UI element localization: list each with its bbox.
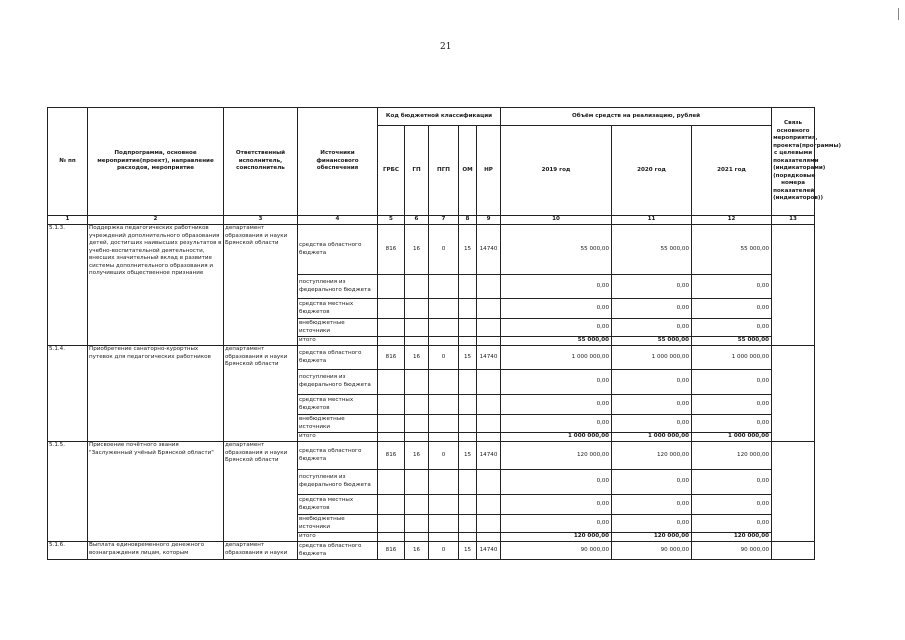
code-empty-cell <box>405 515 429 533</box>
amount-cell: 55 000,00 <box>501 337 612 346</box>
amount-cell: 120 000,00 <box>612 442 692 470</box>
col-number: 4 <box>298 216 378 225</box>
code-gp: 16 <box>405 442 429 470</box>
amount-cell: 0,00 <box>692 275 772 299</box>
col-number: 3 <box>224 216 298 225</box>
amount-cell: 90 000,00 <box>692 542 772 560</box>
code-empty-cell <box>405 275 429 299</box>
amount-cell: 1 000 000,00 <box>501 433 612 442</box>
code-empty-cell <box>459 433 477 442</box>
code-empty-cell <box>378 299 405 319</box>
code-empty-cell <box>378 495 405 515</box>
amount-cell: 1 000 000,00 <box>612 346 692 370</box>
funding-source-label: поступления из федерального бюджета <box>298 370 378 395</box>
code-om: 15 <box>459 442 477 470</box>
funding-source-label: средства местных бюджетов <box>298 495 378 515</box>
code-empty-cell <box>378 337 405 346</box>
code-empty-cell <box>378 470 405 495</box>
header-link: Связь основного мероприятия, проекта(программы) с целевыми показателями (индикаторами) (порядковые номера показателей (индикаторов)) <box>772 108 815 216</box>
code-pgp: 0 <box>429 542 459 560</box>
amount-cell: 0,00 <box>692 470 772 495</box>
amount-cell: 0,00 <box>501 299 612 319</box>
amount-cell: 0,00 <box>612 495 692 515</box>
funding-source-label: средства областного бюджета <box>298 542 378 560</box>
indicator-link-cell <box>772 542 815 560</box>
row-number: 5.1.3. <box>48 225 88 346</box>
header-responsible: Ответственный исполнитель, соисполнитель <box>224 108 298 216</box>
code-np: 14740 <box>477 542 501 560</box>
code-empty-cell <box>459 275 477 299</box>
code-empty-cell <box>459 515 477 533</box>
code-empty-cell <box>459 495 477 515</box>
code-gp: 16 <box>405 542 429 560</box>
code-gp: 16 <box>405 225 429 275</box>
code-empty-cell <box>429 395 459 415</box>
amount-cell: 0,00 <box>612 319 692 337</box>
funding-source-label: внебюджетные источники <box>298 415 378 433</box>
header-num: № пп <box>48 108 88 216</box>
code-empty-cell <box>477 470 501 495</box>
code-empty-cell <box>477 299 501 319</box>
code-om: 15 <box>459 225 477 275</box>
amount-cell: 1 000 000,00 <box>501 346 612 370</box>
code-empty-cell <box>459 415 477 433</box>
code-empty-cell <box>378 319 405 337</box>
code-empty-cell <box>405 433 429 442</box>
code-empty-cell <box>477 415 501 433</box>
code-np: 14740 <box>477 346 501 370</box>
code-empty-cell <box>429 370 459 395</box>
amount-cell: 0,00 <box>612 275 692 299</box>
amount-cell: 120 000,00 <box>501 442 612 470</box>
row-number: 5.1.4. <box>48 346 88 442</box>
header-grbs: ГРБС <box>378 126 405 216</box>
header-amount: Объём средств на реализацию, рублей <box>501 108 772 126</box>
amount-cell: 0,00 <box>501 370 612 395</box>
col-number: 9 <box>477 216 501 225</box>
header-pgp: ПГП <box>429 126 459 216</box>
code-empty-cell <box>429 337 459 346</box>
code-empty-cell <box>405 370 429 395</box>
row-number: 5.1.5. <box>48 442 88 542</box>
amount-cell: 55 000,00 <box>692 225 772 275</box>
amount-cell: 0,00 <box>692 319 772 337</box>
header-2021: 2021 год <box>692 126 772 216</box>
funding-source-label: внебюджетные источники <box>298 319 378 337</box>
amount-cell: 0,00 <box>612 470 692 495</box>
activity-name: Выплата единовременного денежного вознаграждения лицам, которым <box>88 542 224 560</box>
code-empty-cell <box>477 533 501 542</box>
code-empty-cell <box>378 433 405 442</box>
code-empty-cell <box>429 533 459 542</box>
row-number: 5.1.6. <box>48 542 88 560</box>
code-empty-cell <box>405 470 429 495</box>
code-empty-cell <box>459 370 477 395</box>
code-grbs: 816 <box>378 225 405 275</box>
table-row <box>48 346 815 370</box>
indicator-link-cell <box>772 442 815 542</box>
code-empty-cell <box>429 470 459 495</box>
amount-cell: 1 000 000,00 <box>692 346 772 370</box>
amount-cell: 0,00 <box>612 515 692 533</box>
responsible-executor: департамент образования и науки Брянской области <box>224 442 298 542</box>
funding-source-label: внебюджетные источники <box>298 515 378 533</box>
amount-cell: 0,00 <box>612 299 692 319</box>
table-row <box>48 225 815 275</box>
amount-cell: 120 000,00 <box>612 533 692 542</box>
col-number: 13 <box>772 216 815 225</box>
amount-cell: 0,00 <box>612 370 692 395</box>
funding-source-label: итого <box>298 533 378 542</box>
code-empty-cell <box>378 275 405 299</box>
code-empty-cell <box>477 337 501 346</box>
amount-cell: 55 000,00 <box>612 337 692 346</box>
amount-cell: 0,00 <box>501 275 612 299</box>
table-row <box>48 442 815 470</box>
header-gp: ГП <box>405 126 429 216</box>
responsible-executor: департамент образования и науки Брянской области <box>224 346 298 442</box>
amount-cell: 0,00 <box>501 395 612 415</box>
code-empty-cell <box>459 319 477 337</box>
amount-cell: 0,00 <box>692 370 772 395</box>
column-number-row <box>48 216 815 225</box>
code-empty-cell <box>477 370 501 395</box>
code-grbs: 816 <box>378 442 405 470</box>
funding-source-label: итого <box>298 337 378 346</box>
budget-table <box>47 107 842 560</box>
header-2019: 2019 год <box>501 126 612 216</box>
code-empty-cell <box>405 415 429 433</box>
code-empty-cell <box>378 415 405 433</box>
amount-cell: 120 000,00 <box>692 533 772 542</box>
col-number: 1 <box>48 216 88 225</box>
amount-cell: 120 000,00 <box>692 442 772 470</box>
amount-cell: 0,00 <box>692 299 772 319</box>
funding-source-label: поступления из федерального бюджета <box>298 470 378 495</box>
amount-cell: 0,00 <box>692 515 772 533</box>
amount-cell: 1 000 000,00 <box>692 433 772 442</box>
code-empty-cell <box>429 415 459 433</box>
col-number: 10 <box>501 216 612 225</box>
amount-cell: 0,00 <box>501 319 612 337</box>
amount-cell: 0,00 <box>692 415 772 433</box>
funding-source-label: средства местных бюджетов <box>298 299 378 319</box>
code-empty-cell <box>477 395 501 415</box>
indicator-link-cell <box>772 346 815 442</box>
page-number: 21 <box>440 42 452 52</box>
table-row <box>48 542 815 560</box>
code-empty-cell <box>405 337 429 346</box>
code-empty-cell <box>459 470 477 495</box>
code-np: 14740 <box>477 442 501 470</box>
amount-cell: 0,00 <box>501 515 612 533</box>
header-om: ОМ <box>459 126 477 216</box>
activity-name: Присвоение почётного звания "Заслуженный учёный Брянской области" <box>88 442 224 542</box>
amount-cell: 90 000,00 <box>501 542 612 560</box>
funding-source-label: средства областного бюджета <box>298 346 378 370</box>
amount-cell: 0,00 <box>501 415 612 433</box>
amount-cell: 55 000,00 <box>692 337 772 346</box>
funding-source-label: средства местных бюджетов <box>298 395 378 415</box>
code-empty-cell <box>459 337 477 346</box>
code-pgp: 0 <box>429 225 459 275</box>
scan-edge-mark <box>898 8 899 20</box>
code-empty-cell <box>378 395 405 415</box>
code-empty-cell <box>459 395 477 415</box>
amount-cell: 90 000,00 <box>612 542 692 560</box>
col-number: 2 <box>88 216 224 225</box>
funding-source-label: средства областного бюджета <box>298 225 378 275</box>
funding-source-label: средства областного бюджета <box>298 442 378 470</box>
col-number: 8 <box>459 216 477 225</box>
responsible-executor: департамент образования и науки Брянской области <box>224 225 298 346</box>
code-empty-cell <box>429 495 459 515</box>
code-empty-cell <box>378 533 405 542</box>
code-empty-cell <box>429 515 459 533</box>
code-empty-cell <box>429 433 459 442</box>
header-2020: 2020 год <box>612 126 692 216</box>
header-np: НР <box>477 126 501 216</box>
amount-cell: 0,00 <box>501 495 612 515</box>
col-number: 11 <box>612 216 692 225</box>
amount-cell: 55 000,00 <box>612 225 692 275</box>
code-empty-cell <box>459 299 477 319</box>
code-empty-cell <box>405 319 429 337</box>
header-sources: Источники финансового обеспечения <box>298 108 378 216</box>
col-number: 7 <box>429 216 459 225</box>
amount-cell: 120 000,00 <box>501 533 612 542</box>
code-empty-cell <box>429 319 459 337</box>
code-empty-cell <box>477 319 501 337</box>
code-pgp: 0 <box>429 442 459 470</box>
amount-cell: 0,00 <box>501 470 612 495</box>
amount-cell: 1 000 000,00 <box>612 433 692 442</box>
code-grbs: 816 <box>378 542 405 560</box>
responsible-executor: департамент образования и науки <box>224 542 298 560</box>
amount-cell: 0,00 <box>612 395 692 415</box>
code-empty-cell <box>477 495 501 515</box>
funding-source-label: итого <box>298 433 378 442</box>
col-number: 12 <box>692 216 772 225</box>
col-number: 5 <box>378 216 405 225</box>
funding-source-label: поступления из федерального бюджета <box>298 275 378 299</box>
code-empty-cell <box>405 533 429 542</box>
code-empty-cell <box>405 395 429 415</box>
code-pgp: 0 <box>429 346 459 370</box>
code-empty-cell <box>429 299 459 319</box>
activity-name: Поддержка педагогических работников учреждений дополнительного образования детей, достигших наивысших результатов в учебно-воспитательной деятельности, внесших значительный вклад в развитие системы дополнительного образования и получивших общественное признание <box>88 225 224 346</box>
code-grbs: 816 <box>378 346 405 370</box>
code-empty-cell <box>378 370 405 395</box>
code-np: 14740 <box>477 225 501 275</box>
code-om: 15 <box>459 346 477 370</box>
code-empty-cell <box>405 495 429 515</box>
amount-cell: 0,00 <box>612 415 692 433</box>
code-empty-cell <box>477 433 501 442</box>
activity-name: Приобретение санаторно-курортных путевок для педагогических работников <box>88 346 224 442</box>
code-empty-cell <box>405 299 429 319</box>
code-empty-cell <box>459 533 477 542</box>
col-number: 6 <box>405 216 429 225</box>
amount-cell: 0,00 <box>692 495 772 515</box>
amount-cell: 0,00 <box>692 395 772 415</box>
code-om: 15 <box>459 542 477 560</box>
amount-cell: 55 000,00 <box>501 225 612 275</box>
header-budget-code: Код бюджетной классификации <box>378 108 501 126</box>
code-empty-cell <box>429 275 459 299</box>
code-empty-cell <box>477 515 501 533</box>
code-empty-cell <box>378 515 405 533</box>
header-program: Подпрограмма, основное мероприятие(проект), направление расходов, мероприятие <box>88 108 224 216</box>
code-empty-cell <box>477 275 501 299</box>
indicator-link-cell <box>772 225 815 346</box>
code-gp: 16 <box>405 346 429 370</box>
